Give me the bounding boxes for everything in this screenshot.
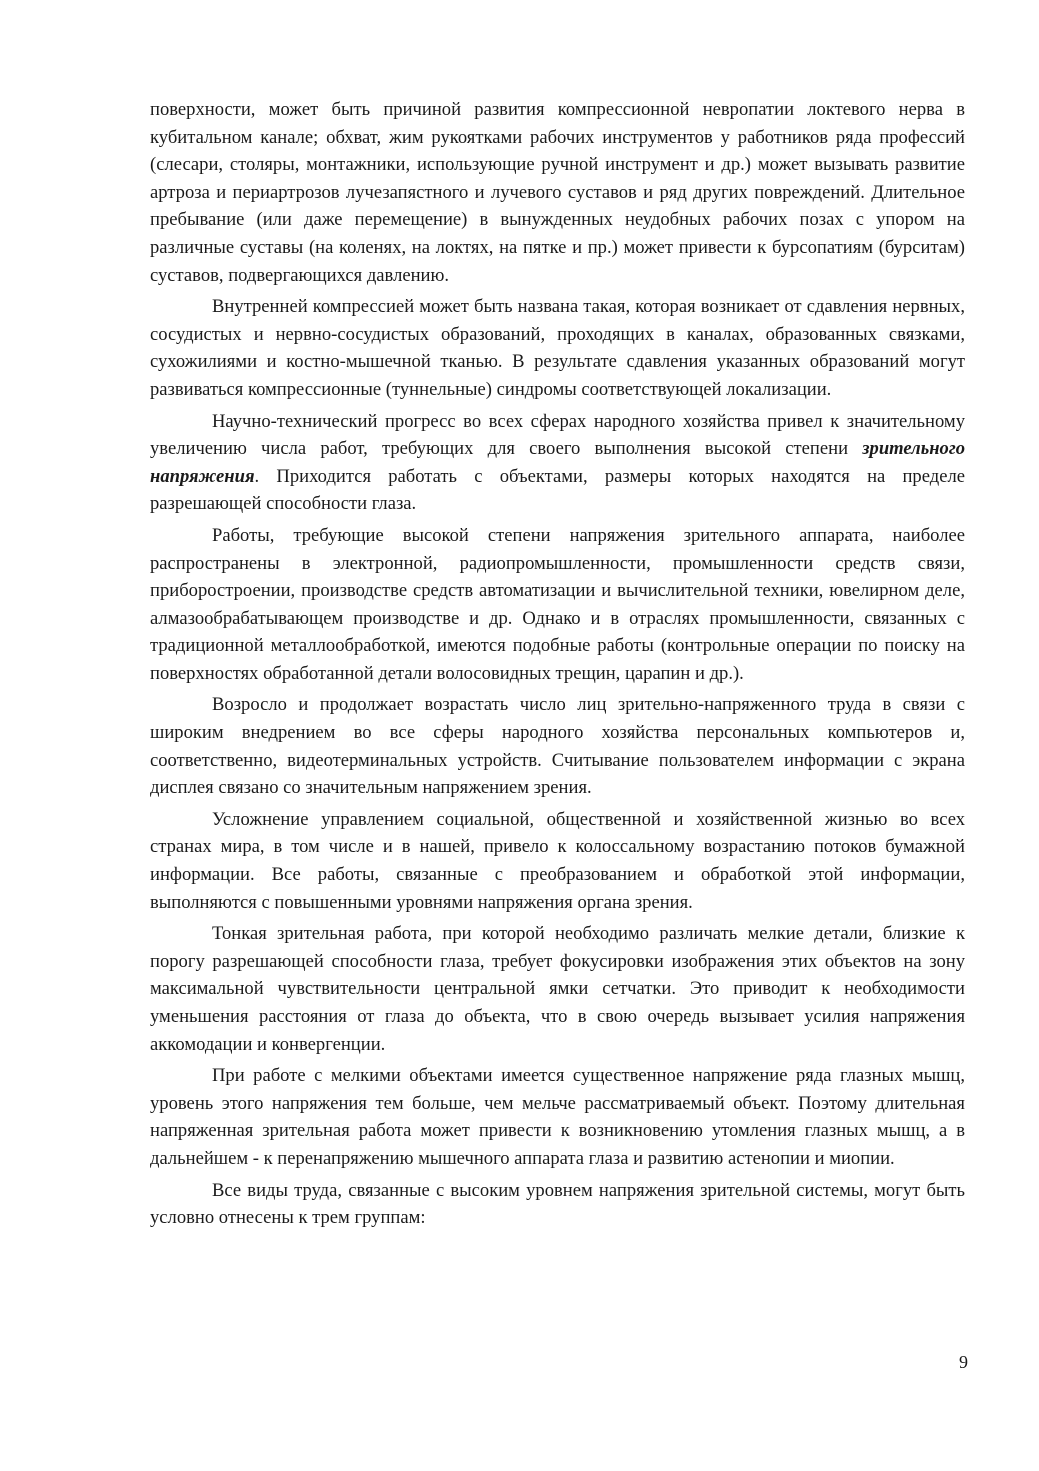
document-body bbox=[150, 96, 965, 1236]
emphasis-visual-strain: зрительного напряжения bbox=[150, 438, 965, 487]
paragraph-5-text: Возросло и продолжает возрастать число лиц зрительно-напряженного труда в связи с широким внедрением во все сферы народного хозяйства персональных компьютеров и, соответственно, видеотерминальных устройств. Считывание пользователем информации с экрана дисплея связано со значительным напряжением зрения. bbox=[150, 694, 965, 799]
paragraph-4 bbox=[150, 522, 965, 688]
paragraph-8 bbox=[150, 1062, 965, 1172]
paragraph-8-text: При работе с мелкими объектами имеется существенное напряжение ряда глазных мышц, уровень этого напряжения тем больше, чем мельче рассматриваемый объект. Поэтому длительная напряженная зрительная работа может привести к возникновению утомления глазных мышц, а в дальнейшем - к перенапряжению мышечного аппарата глаза и развитию астенопии и миопии. bbox=[150, 1065, 965, 1169]
paragraph-9-text: Все виды труда, связанные с высоким уровнем напряжения зрительной системы, могут быть условно отнесены к трем группам: bbox=[150, 1179, 965, 1229]
paragraph-3-text-before: Научно-технический прогресс во всех сферах народного хозяйства привел к значительному увеличению числа работ, требующих для своего выполнения высокой степени bbox=[150, 410, 965, 460]
paragraph-7-text: Тонкая зрительная работа, при которой необходимо различать мелкие детали, близкие к порогу разрешающей способности глаза, требует фокусировки изображения этих объектов на зону максимальной чувствительности центральной ямки сетчатки. Это приводит к необходимости уменьшения расстояния от глаза до объекта, что в свою очередь вызывает усилия напряжения аккомодации и конвергенции. bbox=[150, 923, 965, 1055]
paragraph-9 bbox=[150, 1177, 965, 1232]
paragraph-3-text-after: . Приходится работать с объектами, размеры которых находятся на пределе разрешающей способности глаза. bbox=[150, 465, 965, 515]
paragraph-2 bbox=[150, 293, 965, 403]
paragraph-3 bbox=[150, 408, 965, 518]
paragraph-7 bbox=[150, 920, 965, 1058]
paragraph-1-text: поверхности, может быть причиной развития компрессионной невропатии локтевого нерва в кубитальном канале; обхват, жим рукоятками рабочих инструментов у работников ряда профессий (слесари, столяры, монтажники, использующие ручной инструмент и др.) может вызывать развитие артроза и периартрозов лучезапястного и лучевого суставов и ряд других повреждений. Длительное пребывание (или даже перемещение) в вынужденных неудобных рабочих позах с упором на различные суставы (на коленях, на локтях, на пятке и пр.) может привести к бурсопатиям (бурситам) суставов, подвергающихся давлению. bbox=[150, 99, 965, 286]
paragraph-5 bbox=[150, 691, 965, 801]
paragraph-6-text: Усложнение управлением социальной, общественной и хозяйственной жизнью во всех странах мира, в том числе и в нашей, привело к колоссальному возрастанию потоков бумажной информации. Все работы, связанные с преобразованием и обработкой этой информации, выполняются с повышенными уровнями напряжения органа зрения. bbox=[150, 808, 965, 913]
paragraph-1 bbox=[150, 96, 965, 289]
paragraph-2-text: Внутренней компрессией может быть названа такая, которая возникает от сдавления нервных, сосудистых и нервно-сосудистых образований, проходящих в каналах, образованных связками, сухожилиями и костно-мышечной тканью. В результате сдавления указанных образований могут развиваться компрессионные (туннельные) синдромы соответствующей локализации. bbox=[150, 296, 965, 400]
paragraph-4-text: Работы, требующие высокой степени напряжения зрительного аппарата, наиболее распространены в электронной, радиопромышленности, промышленности средств связи, приборостроении, производстве средств автоматизации и вычислительной техники, ювелирном деле, алмазообрабатывающем производстве и др. Однако и в отраслях промышленности, связанных с традиционной металлообработкой, имеются подобные работы (контрольные операции по поиску на поверхностях обработанной детали волосовидных трещин, царапин и др.). bbox=[150, 524, 965, 684]
page-number: 9 bbox=[959, 1352, 968, 1372]
paragraph-6 bbox=[150, 806, 965, 916]
